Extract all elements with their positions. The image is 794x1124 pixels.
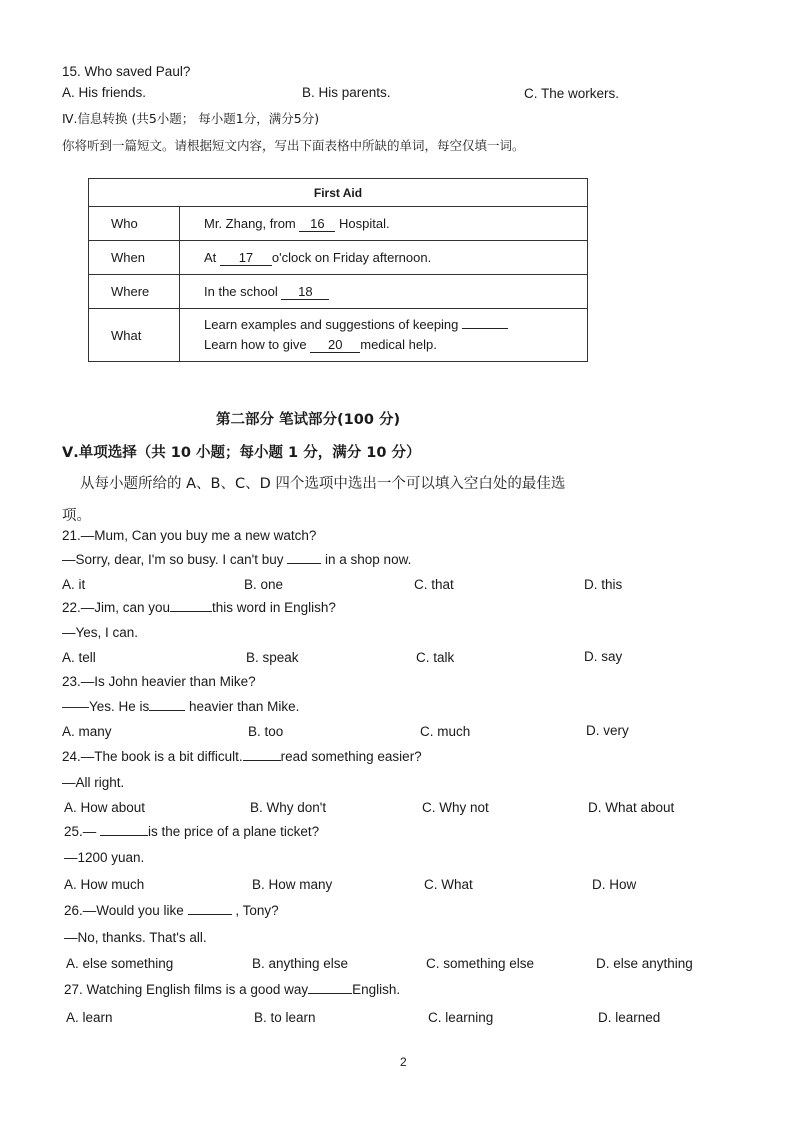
q24-option-b: B. Why don't	[250, 800, 327, 815]
q-text: 22.—Jim, can you	[62, 600, 171, 615]
section5-instruction-cont: 项。	[62, 508, 91, 524]
row-text: Learn examples and suggestions of keeping	[204, 317, 459, 332]
part2-title: 第二部分 笔试部分(100 分)	[216, 412, 401, 428]
row-text: o'clock on Friday afternoon.	[271, 249, 432, 265]
q21-line1: 21.—Mum, Can you buy me a new watch?	[62, 528, 317, 543]
q25-option-b: B. How many	[252, 877, 333, 892]
q15-option-a: A. His friends.	[62, 85, 147, 100]
answer-blank[interactable]	[243, 760, 281, 761]
answer-blank[interactable]	[100, 835, 148, 836]
q23-option-b: B. too	[248, 724, 284, 739]
q22-option-b: B. speak	[246, 650, 299, 665]
q-text: 24.—The book is a bit difficult.	[62, 749, 243, 764]
row-label: What	[89, 309, 180, 362]
q23-option-c: C. much	[420, 724, 471, 739]
q-text: 27. Watching English films is a good way	[64, 982, 309, 997]
answer-blank[interactable]	[149, 710, 185, 711]
table-row	[89, 207, 588, 241]
q24-line1	[62, 749, 422, 764]
q27-option-d: D. learned	[598, 1010, 661, 1025]
q22-option-d: D. say	[584, 649, 623, 664]
q23-line1: 23.—Is John heavier than Mike?	[62, 674, 256, 689]
q22-line2: —Yes, I can.	[62, 625, 139, 640]
q21-option-c: C. that	[414, 577, 454, 592]
row-text: medical help.	[360, 337, 437, 352]
q-text: English.	[352, 982, 401, 997]
q25-line2: —1200 yuan.	[64, 850, 145, 865]
blank-18[interactable]: 18	[281, 285, 329, 300]
q25-option-d: D. How	[592, 877, 637, 892]
q15-question: 15. Who saved Paul?	[62, 64, 191, 79]
q22-option-a: A. tell	[62, 650, 96, 665]
table-row	[89, 241, 588, 275]
q26-option-c: C. something else	[426, 956, 535, 971]
q23-option-d: D. very	[586, 723, 629, 738]
row-label: When	[89, 241, 180, 275]
q27-line1	[64, 982, 400, 997]
q27-option-c: C. learning	[428, 1010, 494, 1025]
blank-19[interactable]	[462, 328, 508, 329]
q24-line2: —All right.	[62, 775, 125, 790]
q15-option-c: C. The workers.	[524, 86, 620, 101]
q-text: 25.—	[64, 824, 101, 839]
q23-option-a: A. many	[62, 724, 112, 739]
q-text: read something easier?	[280, 749, 422, 764]
section4-instruction: 你将听到一篇短文。请根据短文内容，写出下面表格中所缺的单词，每空仅填一词。	[62, 138, 525, 153]
row-text: Mr. Zhang, from	[204, 215, 296, 231]
q26-option-b: B. anything else	[252, 956, 349, 971]
page-number: 2	[400, 1055, 407, 1069]
row-value	[180, 275, 588, 309]
answer-blank[interactable]	[287, 563, 321, 564]
blank-17[interactable]: 17	[220, 251, 272, 266]
table-title: First Aid	[89, 179, 588, 207]
q26-line1	[64, 903, 279, 918]
answer-blank[interactable]	[170, 611, 212, 612]
blank-16[interactable]: 16	[299, 217, 335, 232]
row-value	[180, 309, 588, 362]
section5-instruction: 从每小题所给的 A、B、C、D 四个选项中选出一个可以填入空白处的最佳选	[80, 476, 566, 492]
q-text: ——Yes. He is	[62, 699, 150, 714]
q26-option-a: A. else something	[66, 956, 174, 971]
q27-option-b: B. to learn	[254, 1010, 316, 1025]
q-text: —Sorry, dear, I'm so busy. I can't buy	[62, 552, 284, 567]
row-value	[180, 241, 588, 275]
row-text: Hospital.	[339, 215, 390, 231]
q26-option-d: D. else anything	[596, 956, 693, 971]
q22-line1	[62, 600, 336, 615]
row-label: Who	[89, 207, 180, 241]
row-text: In the school	[204, 283, 278, 299]
section5-heading: Ⅴ.单项选择（共 10 小题；每小题 1 分，满分 10 分）	[62, 445, 421, 461]
q21-option-b: B. one	[244, 577, 284, 592]
q26-line2: —No, thanks. That's all.	[64, 930, 207, 945]
q24-option-a: A. How about	[64, 800, 146, 815]
first-aid-table	[88, 178, 588, 362]
q21-line2	[62, 552, 411, 567]
q-text: in a shop now.	[321, 552, 412, 567]
row-label: Where	[89, 275, 180, 309]
q27-option-a: A. learn	[66, 1010, 113, 1025]
q25-option-c: C. What	[424, 877, 473, 892]
q-text: , Tony?	[231, 903, 279, 918]
answer-blank[interactable]	[308, 993, 352, 994]
row-text: Learn how to give	[204, 337, 307, 352]
q25-line1	[64, 824, 319, 839]
q21-option-d: D. this	[584, 577, 623, 592]
q25-option-a: A. How much	[64, 877, 145, 892]
table-row	[89, 309, 588, 362]
q24-option-c: C. Why not	[422, 800, 489, 815]
row-value	[180, 207, 588, 241]
q24-option-d: D. What about	[588, 800, 675, 815]
q-text: is the price of a plane ticket?	[148, 824, 320, 839]
q21-option-a: A. it	[62, 577, 86, 592]
q-text: 26.—Would you like	[64, 903, 188, 918]
answer-blank[interactable]	[188, 914, 232, 915]
q23-line2	[62, 699, 299, 714]
q15-option-b: B. His parents.	[302, 85, 391, 100]
table-row	[89, 275, 588, 309]
row-text: At	[204, 249, 217, 265]
q-text: this word in English?	[212, 600, 336, 615]
q-text: heavier than Mike.	[185, 699, 300, 714]
section4-heading: Ⅳ.信息转换 (共5小题； 每小题1分，满分5分)	[62, 111, 320, 126]
q22-option-c: C. talk	[416, 650, 455, 665]
blank-20[interactable]: 20	[310, 338, 360, 353]
